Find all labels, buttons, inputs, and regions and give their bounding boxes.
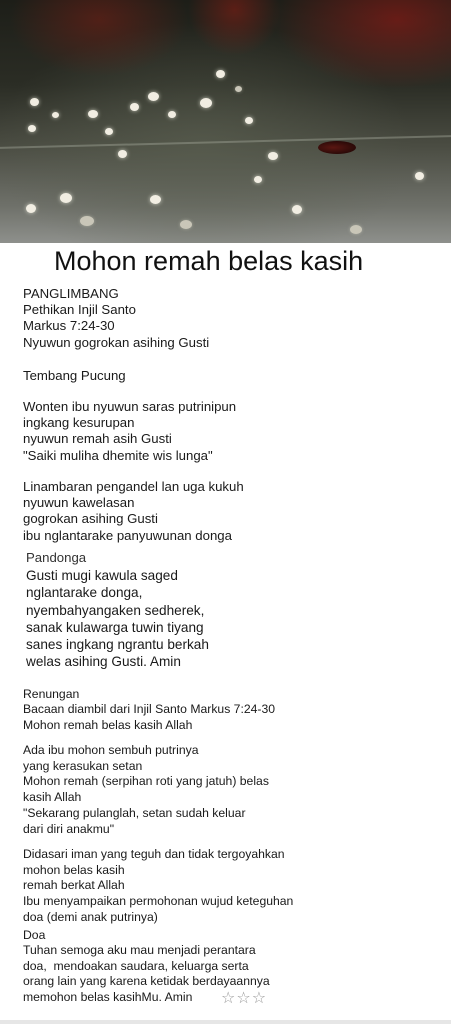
pandonga-text: Gusti mugi kawula saged nglantarake donga, nyembahyangaken sedherek, sanak kulawarga tuwin tiyang sanes ingkang ngrantu berkah welas asihing Gusti. Amin (26, 568, 209, 670)
crumb (80, 216, 94, 226)
pandonga-label: Pandonga (26, 550, 87, 565)
header-photo (0, 0, 451, 243)
crumb (180, 220, 192, 229)
stanza-1: Wonten ibu nyuwun saras putrinipun ingkang kesurupan nyuwun remah asih Gusti "Saiki muliha dhemite wis lunga" (23, 399, 237, 463)
doa-text: Tuhan semoga aku mau menjadi perantara doa, mendoakan saudara, keluarga serta orang lain yang karena ketidak berdayaannya memohon belas kasihMu. Amin (23, 943, 270, 1005)
crumb (88, 110, 98, 118)
crumb (245, 117, 253, 124)
star-rating-icon: ☆☆☆ (221, 990, 268, 1007)
crumb (216, 70, 225, 78)
crumb (235, 86, 242, 92)
page-title: Mohon remah belas kasih (54, 246, 364, 276)
crumb (118, 150, 127, 158)
crumb (60, 193, 72, 203)
crumb (168, 111, 176, 118)
crumb (28, 125, 36, 132)
bottom-edge (0, 1020, 451, 1024)
crumb (26, 204, 36, 213)
crumb (52, 112, 59, 118)
paragraph-2: Didasari iman yang teguh dan tidak tergoyahkan mohon belas kasih remah berkat Allah Ibu menyampaikan permohonan wujud keteguhan doa (demi anak putrinya) (23, 847, 294, 924)
renungan-text: Bacaan diambil dari Injil Santo Markus 7:24-30 Mohon remah belas kasih Allah (23, 702, 276, 732)
renungan-label: Renungan (23, 687, 80, 701)
floor-seam (0, 135, 451, 149)
paragraph-1: Ada ibu mohon sembuh putrinya yang kerasukan setan Mohon remah (serpihan roti yang jatuh) belas kasih Allah "Sekarang pulanglah, setan sudah keluar dari diri anakmu" (23, 743, 269, 836)
crumb (254, 176, 262, 183)
crumb (30, 98, 39, 106)
crumb (105, 128, 113, 135)
crumb (130, 103, 139, 111)
crumb (268, 152, 278, 160)
crumb (415, 172, 424, 180)
crumb (292, 205, 302, 214)
crumb (150, 195, 161, 204)
tembang-label: Tembang Pucung (23, 368, 126, 383)
stanza-2: Linambaran pengandel lan uga kukuh nyuwun kawelasan gogrokan asihing Gusti ibu nglantarake panyuwunan donga (23, 479, 244, 543)
crumb (350, 225, 362, 234)
header-block: PANGLIMBANG Pethikan Injil Santo Markus 7:24-30 Nyuwun gogrokan asihing Gusti (23, 286, 210, 350)
crumb (200, 98, 212, 108)
doa-label: Doa (23, 928, 46, 942)
crumb (148, 92, 159, 101)
beetle (318, 141, 356, 154)
